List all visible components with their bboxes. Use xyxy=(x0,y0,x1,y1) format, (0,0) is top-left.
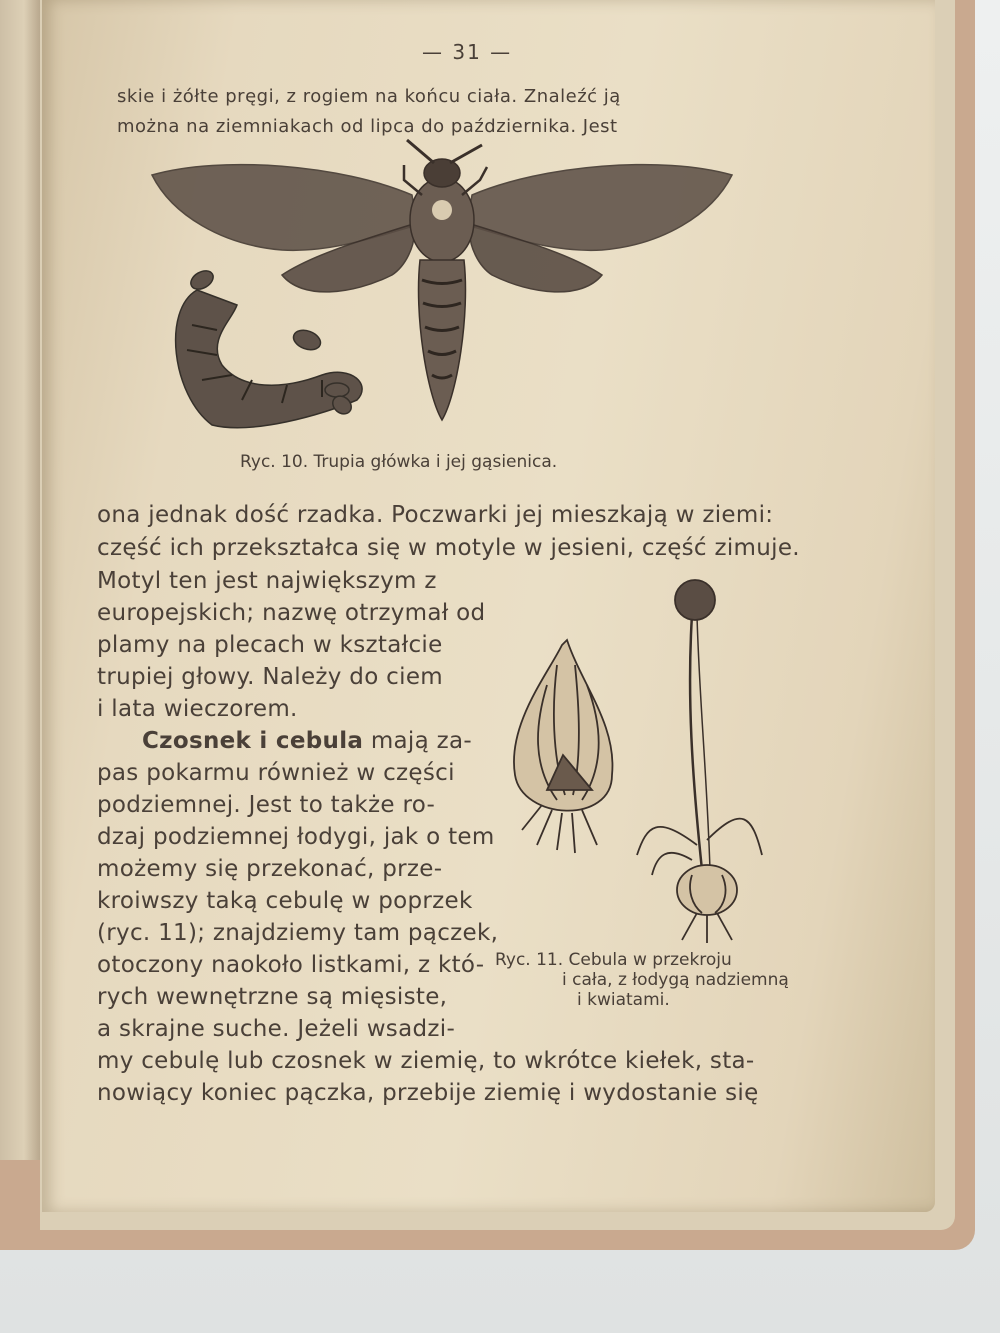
book-page xyxy=(42,0,935,1212)
text-line: możemy się przekonać, prze- xyxy=(97,856,443,882)
text-line: kroiwszy taką cebulę w poprzek xyxy=(97,888,473,914)
text-line: trupiej głowy. Należy do ciem xyxy=(97,664,443,690)
text-line: (ryc. 11); znajdziemy tam pączek, xyxy=(97,920,499,946)
text-line: Motyl ten jest największym z xyxy=(97,568,437,594)
text-line: europejskich; nazwę otrzymał od xyxy=(97,600,486,626)
text-line: część ich przekształca się w motyle w jesieni, część zimuje. xyxy=(97,535,800,561)
left-page-edge xyxy=(0,0,40,1160)
figure-11-caption-line: i cała, z łodygą nadziemną xyxy=(562,970,789,990)
text-line: rych wewnętrzne są mięsiste, xyxy=(97,984,448,1010)
text-line: plamy na plecach w kształcie xyxy=(97,632,443,658)
page-number: — 31 — xyxy=(422,40,513,64)
text-line: ona jednak dość rzadka. Poczwarki jej mieszkają w ziemi: xyxy=(97,502,774,528)
text-line: i lata wieczorem. xyxy=(97,696,298,722)
text-line: my cebulę lub czosnek w ziemię, to wkrótce kiełek, sta- xyxy=(97,1048,755,1074)
figure-10-caption: Ryc. 10. Trupia główka i jej gąsienica. xyxy=(240,452,558,472)
text-line: otoczony naokoło listkami, z któ- xyxy=(97,952,485,978)
paragraph-start xyxy=(142,728,472,754)
figure-11-caption-line: Ryc. 11. Cebula w przekroju xyxy=(495,950,732,970)
text-line: mają za- xyxy=(363,728,472,754)
text-line: podziemnej. Jest to także ro- xyxy=(97,792,436,818)
bold-term: Czosnek i cebula xyxy=(142,728,364,754)
figure-10-moth-illustration xyxy=(142,135,722,435)
text-line: skie i żółte pręgi, z rogiem na końcu ciała. Znaleźć ją xyxy=(117,86,621,107)
figure-11-onion-illustration xyxy=(507,575,767,945)
figure-11-caption-line: i kwiatami. xyxy=(577,990,670,1010)
text-line: można na ziemniakach od lipca do października. Jest xyxy=(117,116,618,137)
text-line: pas pokarmu również w części xyxy=(97,760,455,786)
text-line: a skrajne suche. Jeżeli wsadzi- xyxy=(97,1016,456,1042)
text-line: dzaj podziemnej łodygi, jak o tem xyxy=(97,824,495,850)
text-line: nowiący koniec pączka, przebije ziemię i wydostanie się xyxy=(97,1080,759,1106)
